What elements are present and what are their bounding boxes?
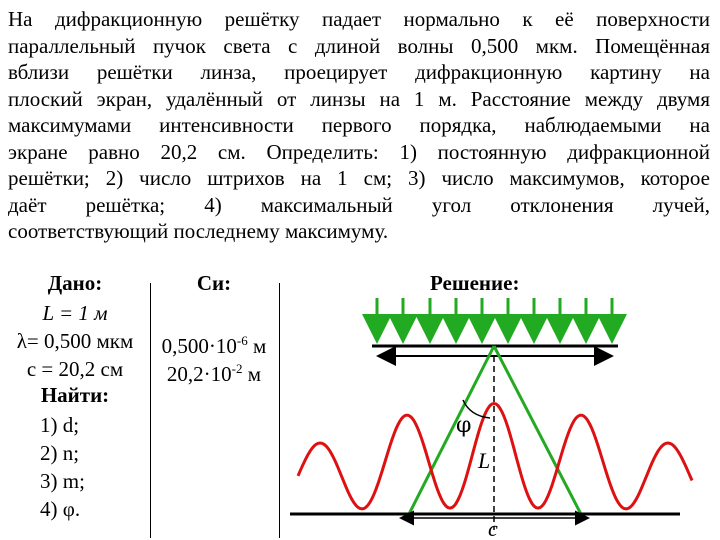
diffraction-curve <box>298 404 692 509</box>
given-header: Дано: <box>47 271 103 295</box>
find-item: 4) φ. <box>40 497 81 521</box>
solution-header: Решение: <box>430 271 520 295</box>
si-lambda: $0,500\cdot 10^{-6}$ м <box>161 333 267 358</box>
problem-line: решётки; 2) число штрихов на 1 см; 3) число максимумов, которое <box>8 166 710 190</box>
given-lambda: λ= 0,500 мкм <box>16 329 134 353</box>
si-header: Си: <box>196 271 232 295</box>
si-c: $20,2\cdot 10^{-2}$ м <box>166 361 262 386</box>
find-header: Найти: <box>40 383 110 407</box>
problem-line: экране равно 20,2 см. Определить: 1) постоянную дифракционной <box>8 139 710 164</box>
problem-line: вблизи решётки линза, проецирует дифракционную картину на <box>8 60 710 84</box>
ray-right <box>494 346 584 520</box>
L-label: L <box>478 448 491 473</box>
given-c: c = 20,2 см <box>26 357 124 381</box>
problem-line: На дифракционную решётку падает нормально к её поверхности <box>8 7 710 31</box>
problem-line: максимумами интенсивности первого порядка, наблюдаемыми на <box>8 113 710 137</box>
problem-line: плоский экран, удалённый от линзы на 1 м. Расстояние между двумя <box>8 86 710 111</box>
find-item: 2) n; <box>40 441 80 465</box>
given-L: L = 1 м <box>42 301 108 325</box>
c-label: c <box>488 516 498 540</box>
problem-line: соответствующий последнему максимуму. <box>8 219 389 243</box>
incident-light-arrows <box>377 298 612 338</box>
phi-label: φ <box>456 413 472 438</box>
problem-line: параллельный пучок света с длиной волны 0,500 мкм. Помещённая <box>8 33 710 58</box>
find-item: 1) d; <box>40 413 80 437</box>
problem-line: даёт решётка; 4) максимальный угол отклонения лучей, <box>8 192 710 217</box>
find-item: 3) m; <box>40 469 85 493</box>
